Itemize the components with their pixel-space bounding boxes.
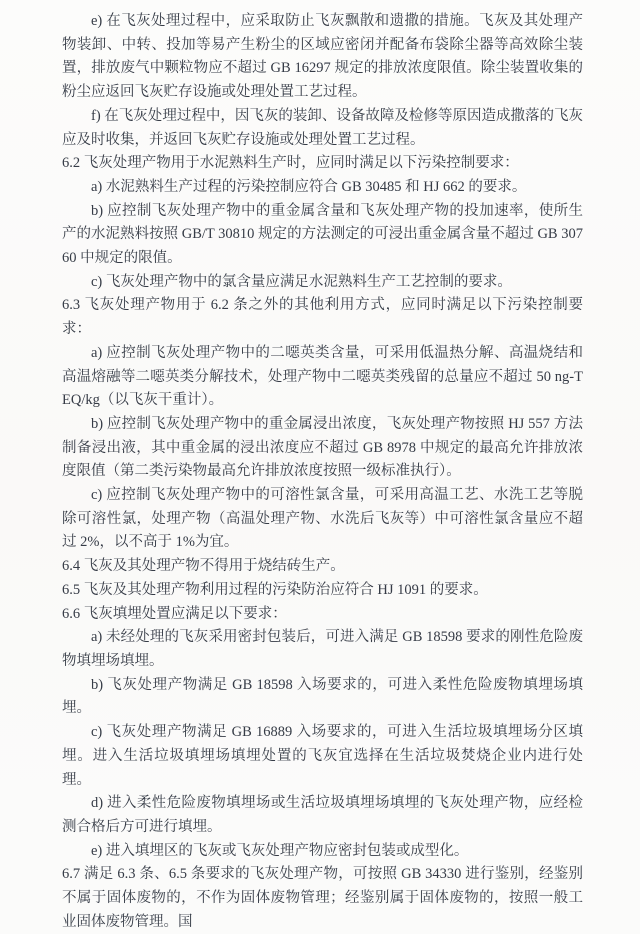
paragraph-item-f-spill-collection: f) 在飞灰处理过程中，因飞灰的装卸、设备故障及检修等原因造成撒落的飞灰应及时收集，并返回飞灰贮存设施或处理处置工艺过程。 (62, 107, 583, 148)
document-body (62, 10, 583, 934)
paragraph-clause-6-4: 6.4 飞灰及其处理产物不得用于烧结砖生产。 (62, 558, 345, 575)
paragraph-item-6-6-b: b) 飞灰处理产物满足 GB 18598 入场要求的，可进入柔性危险废物填埋场填埋。 (62, 676, 583, 717)
paragraph-item-6-3-c: c) 应控制飞灰处理产物中的可溶性氯含量，可采用高温工艺、水洗工艺等脱除可溶性氯，处理产物（高温处理产物、水洗后飞灰等）中可溶性氯含量应不超过 2%，以不高于 1%为宜。 (62, 487, 583, 551)
paragraph-clause-6-2: 6.2 飞灰处理产物用于水泥熟料生产时，应同时满足以下污染控制要求： (62, 155, 519, 172)
paragraph-item-6-2-a: a) 水泥熟料生产过程的污染控制应符合 GB 30485 和 HJ 662 的要求。 (91, 178, 527, 195)
paragraph-item-6-6-c: c) 飞灰处理产物满足 GB 16889 入场要求的，可进入生活垃圾填埋场分区填埋。进入生活垃圾填埋场填埋处置的飞灰宜选择在生活垃圾焚烧企业内进行处理。 (62, 724, 583, 788)
paragraph-item-e-dust-control: e) 在飞灰处理过程中，应采取防止飞灰飘散和遗撒的措施。飞灰及其处理产物装卸、中转、投加等易产生粉尘的区域应密闭并配备布袋除尘器等高效除尘装置，排放废气中颗粒物应不超过 GB 16297 规定的排放浓度限值。除尘装置收集的粉尘应返回飞灰贮存设施或处理处置工艺过程。 (62, 13, 583, 101)
paragraph-item-6-3-a: a) 应控制飞灰处理产物中的二噁英类含量，可采用低温热分解、高温烧结和高温熔融等二噁英类分解技术，处理产物中二噁英类残留的总量应不超过 50 ng-TEQ/kg（以飞灰干重计）。 (62, 344, 583, 409)
paragraph-clause-6-3: 6.3 飞灰处理产物用于 6.2 条之外的其他利用方式，应同时满足以下污染控制要求： (62, 297, 583, 338)
paragraph-item-6-6-d: d) 进入柔性危险废物填埋场或生活垃圾填埋场填埋的飞灰处理产物，应经检测合格后方可进行填埋。 (62, 795, 583, 835)
paragraph-item-6-2-c: c) 飞灰处理产物中的氯含量应满足水泥熟料生产工艺控制的要求。 (91, 273, 512, 290)
paragraph-item-6-6-e: e) 进入填埋区的飞灰或飞灰处理产物应密封包装或成型化。 (91, 842, 469, 859)
paragraph-clause-6-5: 6.5 飞灰及其处理产物利用过程的污染防治应符合 HJ 1091 的要求。 (62, 581, 488, 598)
paragraph-item-6-6-a: a) 未经处理的飞灰采用密封包装后，可进入满足 GB 18598 要求的刚性危险废物填埋场填埋。 (62, 629, 583, 669)
paragraph-clause-6-6: 6.6 飞灰填埋处置应满足以下要求： (62, 605, 287, 622)
paragraph-item-6-2-b: b) 应控制飞灰处理产物中的重金属含量和飞灰处理产物的投加速率，使所生产的水泥熟料按照 GB/T 30810 规定的方法测定的可浸出重金属含量不超过 GB 30760 中规定的限值。 (62, 202, 583, 267)
paragraph-clause-6-7: 6.7 满足 6.3 条、6.5 条要求的飞灰处理产物，可按照 GB 34330 进行鉴别，经鉴别不属于固体废物的，不作为固体废物管理；经鉴别属于固体废物的，按照一般工业固体废物管理。国 (62, 866, 583, 930)
paragraph-item-6-3-b: b) 应控制飞灰处理产物中的重金属浸出浓度，飞灰处理产物按照 HJ 557 方法制备浸出液，其中重金属的浸出浓度应不超过 GB 8978 中规定的最高允许排放浓度限值（第二类污染物最高允许排放浓度按照一级标准执行）。 (62, 415, 583, 480)
